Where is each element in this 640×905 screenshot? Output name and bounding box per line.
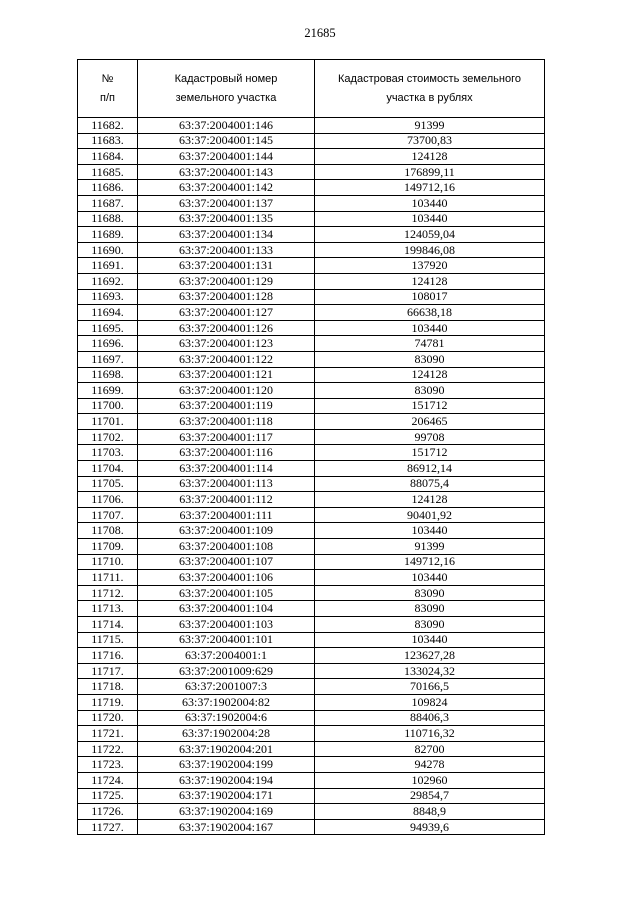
cadastral-number-cell: 63:37:2004001:135 <box>138 211 315 227</box>
cadastral-value-cell: 103440 <box>315 523 545 539</box>
cadastral-number-cell: 63:37:2004001:129 <box>138 273 315 289</box>
cadastral-number-cell: 63:37:2004001:114 <box>138 461 315 477</box>
cadastral-number-cell: 63:37:2004001:123 <box>138 336 315 352</box>
table-row <box>78 320 545 336</box>
cadastral-value-cell: 149712,16 <box>315 554 545 570</box>
row-number-cell: 11698. <box>78 367 138 383</box>
row-number-cell: 11725. <box>78 788 138 804</box>
row-number-cell: 11701. <box>78 414 138 430</box>
table-header-row <box>78 60 545 118</box>
row-number-cell: 11704. <box>78 461 138 477</box>
cadastral-value-cell: 124059,04 <box>315 227 545 243</box>
row-number-cell: 11687. <box>78 195 138 211</box>
row-number-cell: 11706. <box>78 492 138 508</box>
table-row <box>78 476 545 492</box>
row-number-cell: 11690. <box>78 242 138 258</box>
cadastral-number-cell: 63:37:1902004:28 <box>138 726 315 742</box>
row-number-cell: 11697. <box>78 351 138 367</box>
table-row <box>78 149 545 165</box>
row-number-cell: 11695. <box>78 320 138 336</box>
cadastral-value-cell: 108017 <box>315 289 545 305</box>
cadastral-number-cell: 63:37:2004001:122 <box>138 351 315 367</box>
table-row <box>78 663 545 679</box>
cadastral-value-cell: 99708 <box>315 429 545 445</box>
header-cadastral-number-line-2: земельного участка <box>175 91 277 104</box>
table-row <box>78 694 545 710</box>
cadastral-value-cell: 88075,4 <box>315 476 545 492</box>
cadastral-value-cell: 83090 <box>315 383 545 399</box>
header-cadastral-value-line-1: Кадастровая стоимость земельного <box>338 72 521 85</box>
row-number-cell: 11692. <box>78 273 138 289</box>
header-number-line-2: п/п <box>100 91 115 104</box>
cadastral-value-cell: 29854,7 <box>315 788 545 804</box>
page-number: 21685 <box>304 26 336 40</box>
cadastral-value-cell: 123627,28 <box>315 648 545 664</box>
header-cadastral-value <box>315 60 545 118</box>
table-row <box>78 118 545 134</box>
cadastral-number-cell: 63:37:2004001:108 <box>138 539 315 555</box>
table-row <box>78 585 545 601</box>
cadastral-value-cell: 103440 <box>315 211 545 227</box>
cadastral-value-cell: 110716,32 <box>315 726 545 742</box>
cadastral-number-cell: 63:37:2004001:128 <box>138 289 315 305</box>
row-number-cell: 11716. <box>78 648 138 664</box>
row-number-cell: 11721. <box>78 726 138 742</box>
table-row <box>78 788 545 804</box>
cadastral-number-cell: 63:37:2004001:131 <box>138 258 315 274</box>
cadastral-value-cell: 124128 <box>315 367 545 383</box>
table-row <box>78 601 545 617</box>
table-row <box>78 570 545 586</box>
cadastral-number-cell: 63:37:2004001:133 <box>138 242 315 258</box>
cadastral-number-cell: 63:37:2004001:112 <box>138 492 315 508</box>
table-row <box>78 164 545 180</box>
cadastral-number-cell: 63:37:1902004:171 <box>138 788 315 804</box>
cadastral-value-cell: 91399 <box>315 118 545 134</box>
row-number-cell: 11723. <box>78 757 138 773</box>
cadastral-value-cell: 109824 <box>315 694 545 710</box>
cadastral-value-cell: 83090 <box>315 585 545 601</box>
row-number-cell: 11709. <box>78 539 138 555</box>
table-row <box>78 258 545 274</box>
cadastral-number-cell: 63:37:2004001:107 <box>138 554 315 570</box>
cadastral-value-cell: 133024,32 <box>315 663 545 679</box>
cadastral-value-cell: 94278 <box>315 757 545 773</box>
row-number-cell: 11685. <box>78 164 138 180</box>
row-number-cell: 11711. <box>78 570 138 586</box>
table-row <box>78 429 545 445</box>
cadastral-number-cell: 63:37:2004001:103 <box>138 617 315 633</box>
cadastral-number-cell: 63:37:2004001:137 <box>138 195 315 211</box>
header-cadastral-number-line-1: Кадастровый номер <box>174 72 278 85</box>
cadastral-value-cell: 74781 <box>315 336 545 352</box>
cadastral-value-cell: 86912,14 <box>315 461 545 477</box>
cadastral-number-cell: 63:37:2004001:120 <box>138 383 315 399</box>
table-row <box>78 180 545 196</box>
row-number-cell: 11696. <box>78 336 138 352</box>
cadastral-number-cell: 63:37:2004001:142 <box>138 180 315 196</box>
table-body <box>78 118 545 835</box>
header-number-line-1: № <box>101 72 114 85</box>
cadastral-value-cell: 91399 <box>315 539 545 555</box>
table-row <box>78 741 545 757</box>
row-number-cell: 11705. <box>78 476 138 492</box>
table-row <box>78 632 545 648</box>
row-number-cell: 11713. <box>78 601 138 617</box>
cadastral-value-cell: 103440 <box>315 570 545 586</box>
table-row <box>78 492 545 508</box>
cadastral-number-cell: 63:37:2004001:111 <box>138 507 315 523</box>
cadastral-number-cell: 63:37:2004001:104 <box>138 601 315 617</box>
row-number-cell: 11694. <box>78 305 138 321</box>
cadastral-number-cell: 63:37:2004001:109 <box>138 523 315 539</box>
cadastral-value-cell: 73700,83 <box>315 133 545 149</box>
cadastral-number-cell: 63:37:1902004:82 <box>138 694 315 710</box>
cadastral-number-cell: 63:37:2004001:1 <box>138 648 315 664</box>
cadastral-number-cell: 63:37:2004001:117 <box>138 429 315 445</box>
table-row <box>78 273 545 289</box>
row-number-cell: 11707. <box>78 507 138 523</box>
table-row <box>78 461 545 477</box>
table-row <box>78 726 545 742</box>
table-row <box>78 554 545 570</box>
cadastral-number-cell: 63:37:2004001:116 <box>138 445 315 461</box>
table-row <box>78 133 545 149</box>
table-row <box>78 227 545 243</box>
cadastral-value-cell: 103440 <box>315 195 545 211</box>
row-number-cell: 11691. <box>78 258 138 274</box>
cadastral-value-cell: 102960 <box>315 772 545 788</box>
table-row <box>78 383 545 399</box>
cadastral-value-cell: 83090 <box>315 617 545 633</box>
row-number-cell: 11710. <box>78 554 138 570</box>
row-number-cell: 11717. <box>78 663 138 679</box>
row-number-cell: 11689. <box>78 227 138 243</box>
cadastral-value-cell: 83090 <box>315 351 545 367</box>
row-number-cell: 11688. <box>78 211 138 227</box>
cadastral-number-cell: 63:37:2004001:101 <box>138 632 315 648</box>
table-row <box>78 336 545 352</box>
cadastral-value-cell: 149712,16 <box>315 180 545 196</box>
cadastral-value-cell: 103440 <box>315 632 545 648</box>
row-number-cell: 11684. <box>78 149 138 165</box>
cadastral-number-cell: 63:37:1902004:167 <box>138 819 315 835</box>
header-cadastral-number <box>138 60 315 118</box>
table-row <box>78 772 545 788</box>
row-number-cell: 11715. <box>78 632 138 648</box>
cadastral-value-cell: 124128 <box>315 273 545 289</box>
table-row <box>78 617 545 633</box>
table-row <box>78 351 545 367</box>
table-row <box>78 507 545 523</box>
cadastral-number-cell: 63:37:2004001:143 <box>138 164 315 180</box>
cadastral-number-cell: 63:37:2004001:127 <box>138 305 315 321</box>
row-number-cell: 11726. <box>78 804 138 820</box>
cadastral-number-cell: 63:37:2004001:134 <box>138 227 315 243</box>
table-row <box>78 648 545 664</box>
cadastral-number-cell: 63:37:2001009:629 <box>138 663 315 679</box>
row-number-cell: 11702. <box>78 429 138 445</box>
cadastral-value-cell: 124128 <box>315 149 545 165</box>
cadastral-value-cell: 137920 <box>315 258 545 274</box>
row-number-cell: 11712. <box>78 585 138 601</box>
cadastral-number-cell: 63:37:2004001:105 <box>138 585 315 601</box>
cadastral-value-cell: 151712 <box>315 398 545 414</box>
row-number-cell: 11703. <box>78 445 138 461</box>
cadastral-number-cell: 63:37:1902004:194 <box>138 772 315 788</box>
table-row <box>78 305 545 321</box>
cadastral-value-cell: 206465 <box>315 414 545 430</box>
cadastral-value-cell: 151712 <box>315 445 545 461</box>
row-number-cell: 11708. <box>78 523 138 539</box>
cadastral-number-cell: 63:37:2004001:126 <box>138 320 315 336</box>
table-row <box>78 679 545 695</box>
table-row <box>78 445 545 461</box>
cadastral-value-table <box>77 59 545 835</box>
cadastral-number-cell: 63:37:1902004:169 <box>138 804 315 820</box>
row-number-cell: 11686. <box>78 180 138 196</box>
cadastral-number-cell: 63:37:2004001:119 <box>138 398 315 414</box>
table-row <box>78 367 545 383</box>
cadastral-number-cell: 63:37:1902004:199 <box>138 757 315 773</box>
cadastral-number-cell: 63:37:2004001:113 <box>138 476 315 492</box>
row-number-cell: 11722. <box>78 741 138 757</box>
header-cadastral-value-line-2: участка в рублях <box>386 91 473 104</box>
cadastral-value-cell: 103440 <box>315 320 545 336</box>
cadastral-number-cell: 63:37:2004001:146 <box>138 118 315 134</box>
cadastral-value-cell: 90401,92 <box>315 507 545 523</box>
table-row <box>78 710 545 726</box>
table-row <box>78 819 545 835</box>
table-row <box>78 539 545 555</box>
cadastral-number-cell: 63:37:1902004:6 <box>138 710 315 726</box>
cadastral-value-cell: 83090 <box>315 601 545 617</box>
cadastral-value-cell: 124128 <box>315 492 545 508</box>
cadastral-value-cell: 88406,3 <box>315 710 545 726</box>
cadastral-number-cell: 63:37:2004001:144 <box>138 149 315 165</box>
cadastral-number-cell: 63:37:2004001:118 <box>138 414 315 430</box>
cadastral-number-cell: 63:37:2004001:106 <box>138 570 315 586</box>
row-number-cell: 11693. <box>78 289 138 305</box>
table-row <box>78 804 545 820</box>
row-number-cell: 11683. <box>78 133 138 149</box>
row-number-cell: 11682. <box>78 118 138 134</box>
cadastral-value-cell: 70166,5 <box>315 679 545 695</box>
cadastral-value-cell: 82700 <box>315 741 545 757</box>
table-row <box>78 523 545 539</box>
cadastral-number-cell: 63:37:2004001:145 <box>138 133 315 149</box>
row-number-cell: 11700. <box>78 398 138 414</box>
cadastral-number-cell: 63:37:2001007:3 <box>138 679 315 695</box>
table-row <box>78 757 545 773</box>
cadastral-value-cell: 94939,6 <box>315 819 545 835</box>
table-row <box>78 211 545 227</box>
row-number-cell: 11718. <box>78 679 138 695</box>
table-row <box>78 398 545 414</box>
row-number-cell: 11727. <box>78 819 138 835</box>
table-row <box>78 242 545 258</box>
cadastral-number-cell: 63:37:2004001:121 <box>138 367 315 383</box>
cadastral-value-cell: 199846,08 <box>315 242 545 258</box>
header-number <box>78 60 138 118</box>
row-number-cell: 11699. <box>78 383 138 399</box>
row-number-cell: 11719. <box>78 694 138 710</box>
row-number-cell: 11724. <box>78 772 138 788</box>
cadastral-value-cell: 8848,9 <box>315 804 545 820</box>
cadastral-value-cell: 66638,18 <box>315 305 545 321</box>
table-row <box>78 414 545 430</box>
table-row <box>78 195 545 211</box>
cadastral-value-cell: 176899,11 <box>315 164 545 180</box>
row-number-cell: 11714. <box>78 617 138 633</box>
cadastral-number-cell: 63:37:1902004:201 <box>138 741 315 757</box>
table-row <box>78 289 545 305</box>
row-number-cell: 11720. <box>78 710 138 726</box>
